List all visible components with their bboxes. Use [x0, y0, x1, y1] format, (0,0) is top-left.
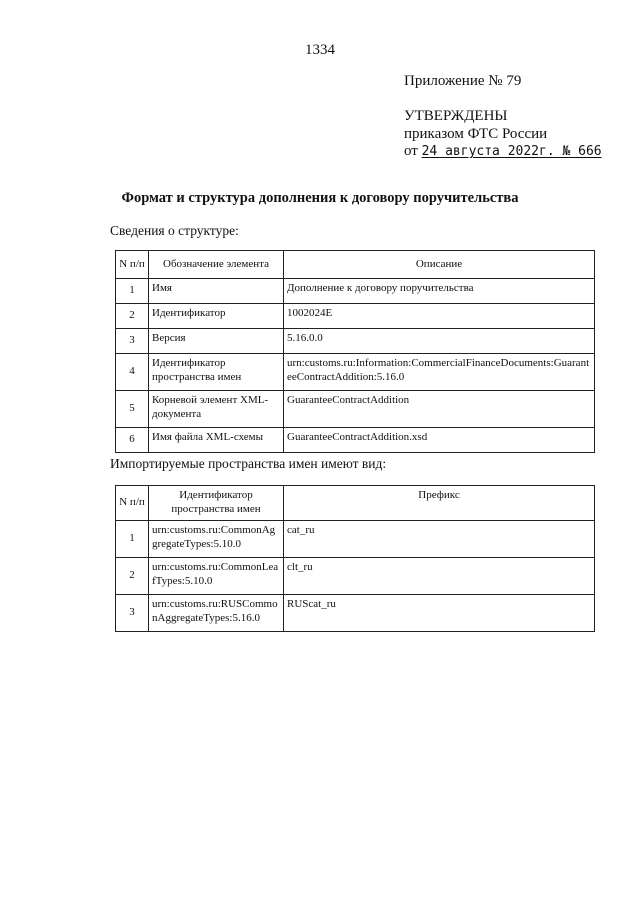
col-description-header: Описание [284, 251, 595, 279]
element-description: GuaranteeContractAddition.xsd [284, 428, 595, 453]
structure-header-row [116, 251, 595, 279]
element-name: Версия [149, 329, 284, 354]
namespaces-header-row [116, 486, 595, 521]
element-description: urn:customs.ru:Information:CommercialFinanceDocuments:GuaranteeContractAddition:5.16.0 [284, 354, 595, 391]
table-row [116, 558, 595, 595]
row-number: 1 [116, 521, 149, 558]
page-number: 1334 [305, 42, 335, 58]
date-value: 24 августа 2022г. № 666 [421, 144, 602, 159]
date-prefix: от [404, 143, 418, 159]
namespace-id: urn:customs.ru:CommonAggregateTypes:5.10.0 [149, 521, 284, 558]
table-row [116, 428, 595, 453]
row-number: 4 [116, 354, 149, 391]
namespace-prefix: clt_ru [284, 558, 595, 595]
namespace-prefix: cat_ru [284, 521, 595, 558]
order-label: приказом ФТС России [404, 126, 548, 142]
col-prefix-header: Префикс [284, 486, 595, 521]
row-number: 2 [116, 304, 149, 329]
table-row [116, 391, 595, 428]
row-number: 3 [116, 595, 149, 632]
row-number: 5 [116, 391, 149, 428]
document-title: Формат и структура дополнения к договору поручительства [121, 190, 519, 206]
order-date [404, 143, 602, 160]
element-description: 1002024E [284, 304, 595, 329]
row-number: 1 [116, 279, 149, 304]
element-description: Дополнение к договору поручительства [284, 279, 595, 304]
namespaces-lead: Импортируемые пространства имен имеют вид: [110, 456, 387, 471]
element-name: Имя файла XML-схемы [149, 428, 284, 453]
table-row [116, 521, 595, 558]
table-row [116, 279, 595, 304]
row-number: 3 [116, 329, 149, 354]
element-description: 5.16.0.0 [284, 329, 595, 354]
row-number: 6 [116, 428, 149, 453]
row-number: 2 [116, 558, 149, 595]
appendix-label: Приложение № 79 [404, 73, 522, 89]
element-name: Идентификатор [149, 304, 284, 329]
table-row [116, 595, 595, 632]
element-description: GuaranteeContractAddition [284, 391, 595, 428]
namespace-id: urn:customs.ru:CommonLeafTypes:5.10.0 [149, 558, 284, 595]
namespace-prefix: RUScat_ru [284, 595, 595, 632]
namespace-id: urn:customs.ru:RUSCommonAggregateTypes:5.16.0 [149, 595, 284, 632]
element-name: Идентификатор пространства имен [149, 354, 284, 391]
col-number-header: N п/п [116, 486, 149, 521]
table-row [116, 329, 595, 354]
col-element-header: Обозначение элемента [149, 251, 284, 279]
element-name: Имя [149, 279, 284, 304]
table-row [116, 354, 595, 391]
col-namespace-header: Идентификатор пространства имен [149, 486, 284, 521]
table-row [116, 304, 595, 329]
col-number-header: N п/п [116, 251, 149, 279]
structure-table [115, 250, 595, 453]
namespaces-table [115, 485, 595, 632]
element-name: Корневой элемент XML-документа [149, 391, 284, 428]
structure-lead: Сведения о структуре: [110, 223, 239, 238]
approved-label: УТВЕРЖДЕНЫ [404, 108, 508, 124]
